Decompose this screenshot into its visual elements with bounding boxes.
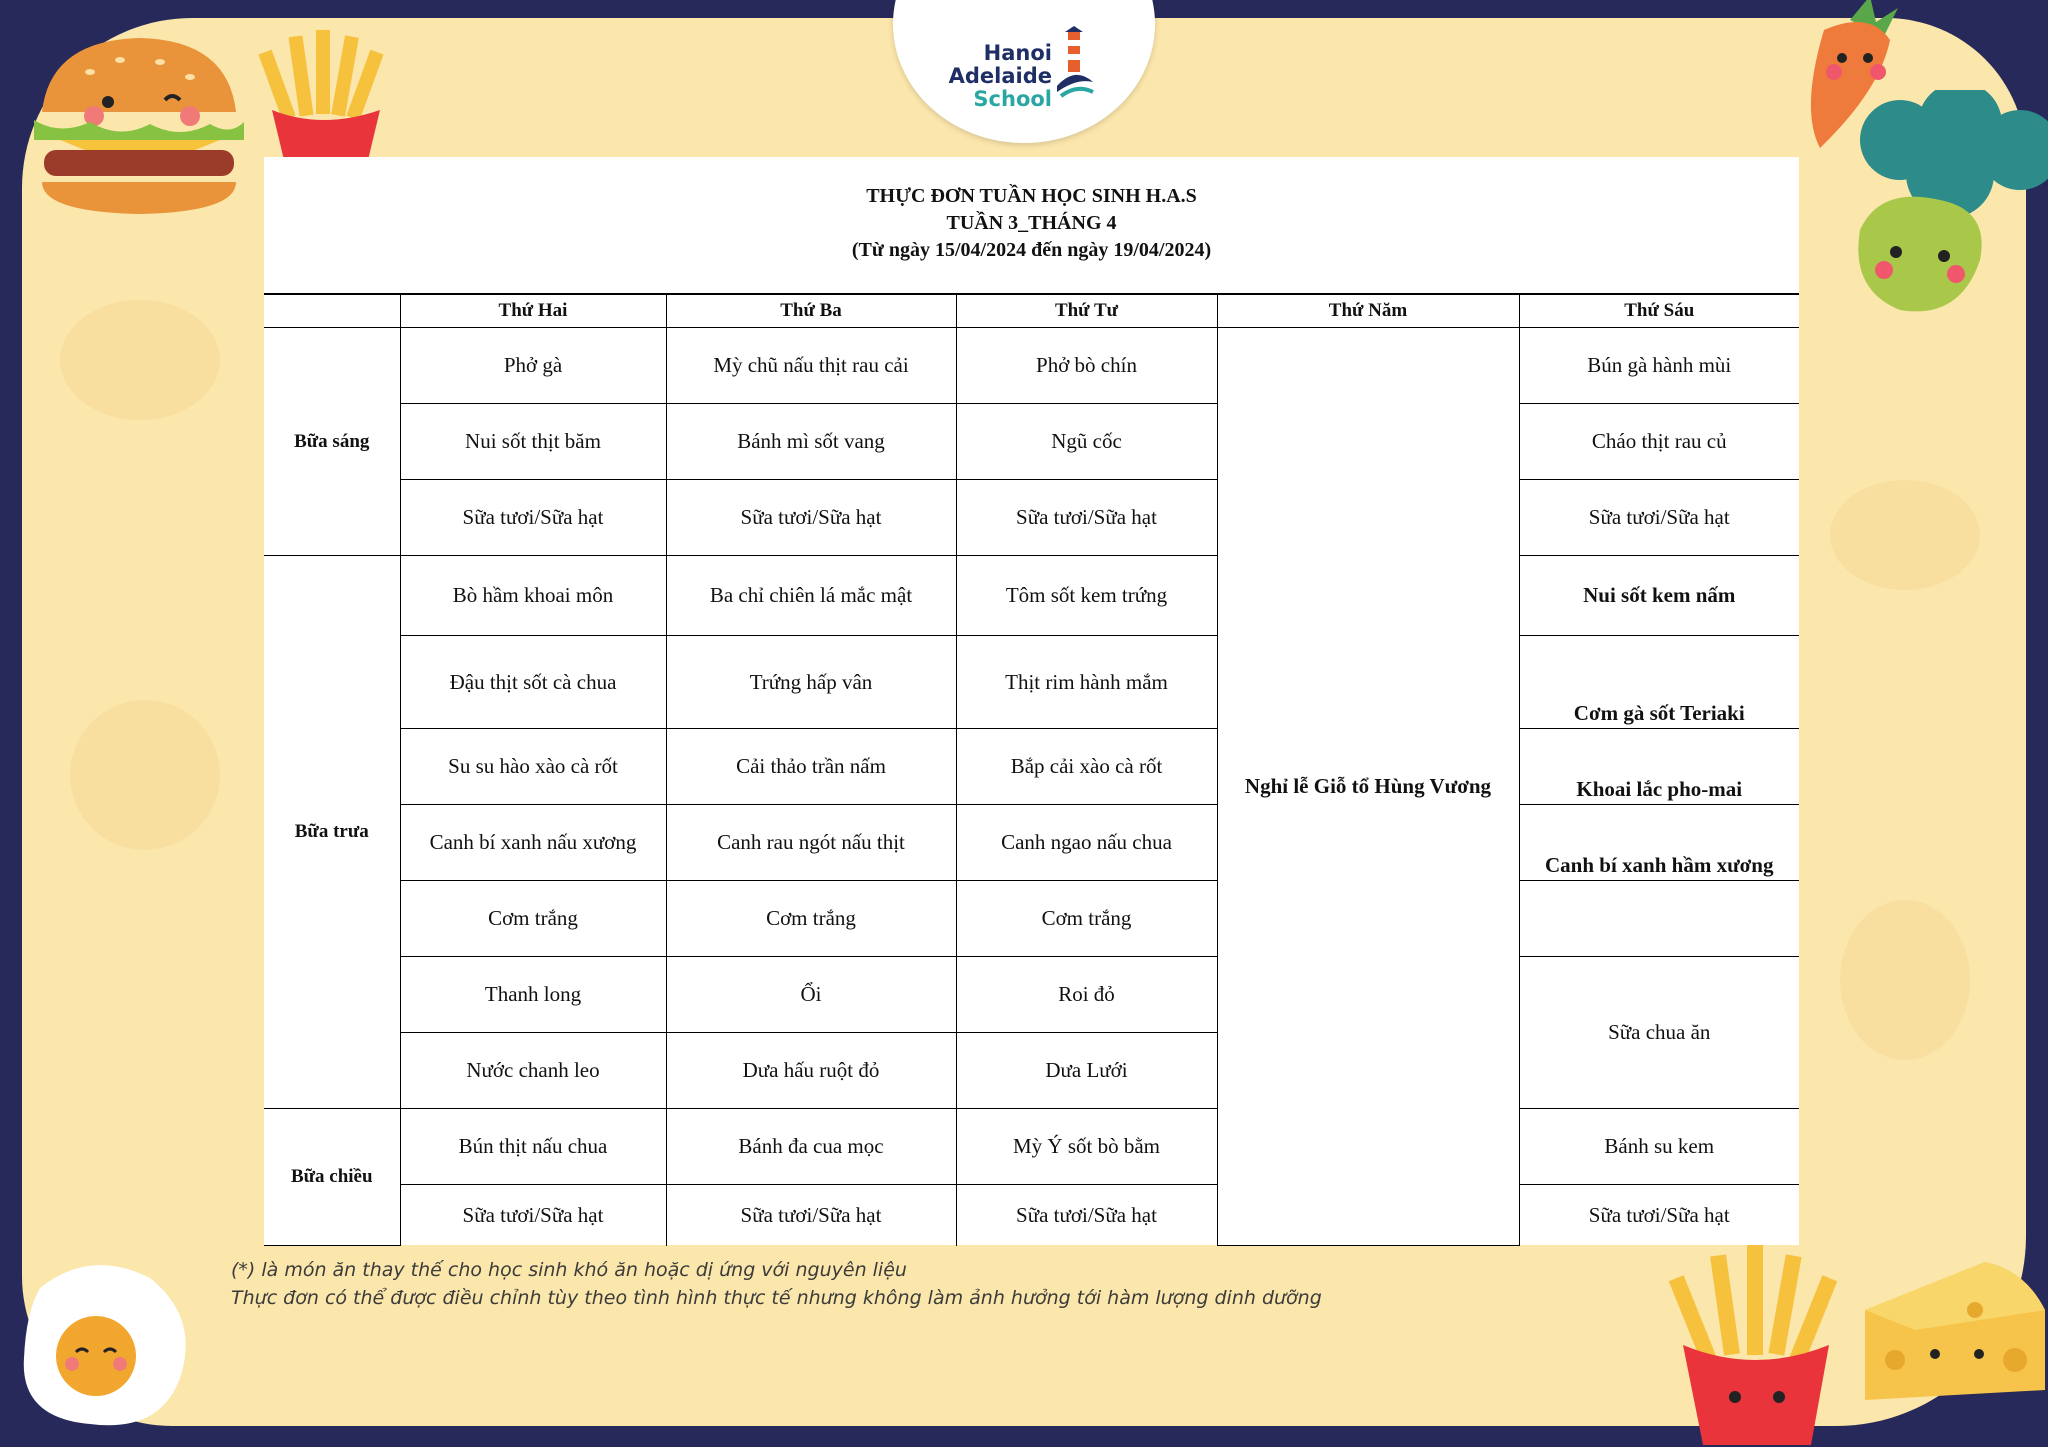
logo-line-adelaide: Adelaide	[948, 64, 1052, 88]
footnotes	[231, 1256, 1322, 1312]
logo-line-school: School	[973, 87, 1052, 111]
menu-sheet	[264, 157, 1799, 1245]
table-row	[264, 328, 1799, 404]
menu-cell: Cơm trắng	[400, 881, 666, 957]
menu-cell: Sữa tươi/Sữa hạt	[1519, 480, 1799, 556]
menu-cell: Mỳ Ý sốt bò bằm	[956, 1109, 1217, 1185]
table-corner-cell	[264, 294, 400, 328]
menu-cell: Cơm gà sốt Teriaki	[1519, 636, 1799, 729]
menu-cell: Dưa Lưới	[956, 1033, 1217, 1109]
menu-cell: Phở gà	[400, 328, 666, 404]
weekly-menu-table	[264, 293, 1799, 1246]
school-logo-text	[940, 42, 1052, 111]
table-row	[264, 805, 1799, 881]
menu-cell: Ba chỉ chiên lá mắc mật	[666, 556, 956, 636]
footnote-substitution: (*) là món ăn thay thế cho học sinh khó ăn hoặc dị ứng với nguyên liệu	[231, 1259, 907, 1281]
menu-cell: Bò hầm khoai môn	[400, 556, 666, 636]
menu-cell: Nui sốt thịt băm	[400, 404, 666, 480]
meal-label-lunch: Bữa trưa	[264, 556, 400, 1109]
meal-label-breakfast: Bữa sáng	[264, 328, 400, 556]
menu-cell: Sữa tươi/Sữa hạt	[400, 1185, 666, 1246]
day-header: Thứ Sáu	[1519, 294, 1799, 328]
menu-cell: Ngũ cốc	[956, 404, 1217, 480]
menu-title: THỰC ĐƠN TUẦN HỌC SINH H.A.S	[866, 185, 1197, 207]
menu-cell: Đậu thịt sốt cà chua	[400, 636, 666, 729]
footnote-adjustment: Thực đơn có thể được điều chỉnh tùy theo tình hình thực tế nhưng không làm ảnh hưởng tới hàm lượng dinh dưỡng	[231, 1287, 1322, 1309]
menu-cell: Su su hào xào cà rốt	[400, 729, 666, 805]
menu-cell: Bánh đa cua mọc	[666, 1109, 956, 1185]
cheese-icon	[1855, 1250, 2048, 1410]
menu-cell: Canh bí xanh nấu xương	[400, 805, 666, 881]
menu-cell-empty	[1519, 881, 1799, 957]
day-header: Thứ Năm	[1217, 294, 1519, 328]
table-row	[264, 1109, 1799, 1185]
menu-cell: Bánh su kem	[1519, 1109, 1799, 1185]
menu-cell: Thanh long	[400, 957, 666, 1033]
table-row	[264, 729, 1799, 805]
background-pattern	[1840, 900, 1970, 1060]
menu-cell: Cải thảo trần nấm	[666, 729, 956, 805]
fries-icon	[1665, 1245, 1845, 1445]
day-header: Thứ Tư	[956, 294, 1217, 328]
menu-cell: Bún gà hành mùi	[1519, 328, 1799, 404]
menu-cell: Phở bò chín	[956, 328, 1217, 404]
menu-cell: Khoai lắc pho-mai	[1519, 729, 1799, 805]
lighthouse-icon	[1055, 26, 1095, 98]
menu-cell: Canh rau ngót nấu thịt	[666, 805, 956, 881]
egg-icon	[10, 1248, 195, 1433]
holiday-cell: Nghỉ lễ Giỗ tổ Hùng Vương	[1217, 328, 1519, 1246]
broccoli-icon	[1840, 90, 2048, 330]
table-header-row	[264, 294, 1799, 328]
menu-cell: Bún thịt nấu chua	[400, 1109, 666, 1185]
menu-cell: Sữa tươi/Sữa hạt	[956, 1185, 1217, 1246]
menu-cell: Sữa tươi/Sữa hạt	[400, 480, 666, 556]
table-row	[264, 1185, 1799, 1246]
day-header: Thứ Ba	[666, 294, 956, 328]
logo-line-hanoi: Hanoi	[983, 41, 1052, 65]
menu-cell: Tôm sốt kem trứng	[956, 556, 1217, 636]
menu-cell: Roi đỏ	[956, 957, 1217, 1033]
table-row	[264, 957, 1799, 1033]
background-pattern	[1830, 480, 1980, 590]
menu-cell: Ổi	[666, 957, 956, 1033]
menu-cell: Mỳ chũ nấu thịt rau cải	[666, 328, 956, 404]
menu-cell: Canh ngao nấu chua	[956, 805, 1217, 881]
menu-date-range: (Từ ngày 15/04/2024 đến ngày 19/04/2024)	[851, 239, 1212, 261]
burger-icon	[30, 32, 248, 217]
menu-cell: Cơm trắng	[666, 881, 956, 957]
menu-cell: Sữa tươi/Sữa hạt	[956, 480, 1217, 556]
table-row	[264, 480, 1799, 556]
menu-cell: Bắp cải xào cà rốt	[956, 729, 1217, 805]
background-pattern	[70, 700, 220, 850]
menu-cell: Canh bí xanh hầm xương	[1519, 805, 1799, 881]
menu-cell: Sữa tươi/Sữa hạt	[666, 1185, 956, 1246]
menu-cell: Dưa hấu ruột đỏ	[666, 1033, 956, 1109]
menu-cell: Thịt rim hành mắm	[956, 636, 1217, 729]
menu-cell: Cơm trắng	[956, 881, 1217, 957]
menu-cell: Sữa chua ăn	[1519, 957, 1799, 1109]
menu-cell: Sữa tươi/Sữa hạt	[1519, 1185, 1799, 1246]
menu-cell: Sữa tươi/Sữa hạt	[666, 480, 956, 556]
day-header: Thứ Hai	[400, 294, 666, 328]
table-row	[264, 881, 1799, 957]
menu-cell: Trứng hấp vân	[666, 636, 956, 729]
menu-cell: Cháo thịt rau củ	[1519, 404, 1799, 480]
fries-icon	[250, 30, 395, 160]
table-row	[264, 556, 1799, 636]
meal-label-afternoon: Bữa chiều	[264, 1109, 400, 1246]
menu-cell: Bánh mì sốt vang	[666, 404, 956, 480]
table-row	[264, 636, 1799, 729]
table-row	[264, 404, 1799, 480]
background-pattern	[60, 300, 220, 420]
menu-cell: Nước chanh leo	[400, 1033, 666, 1109]
menu-week: TUẦN 3_THÁNG 4	[946, 212, 1117, 234]
menu-cell: Nui sốt kem nấm	[1519, 556, 1799, 636]
menu-title-block	[264, 183, 1799, 264]
